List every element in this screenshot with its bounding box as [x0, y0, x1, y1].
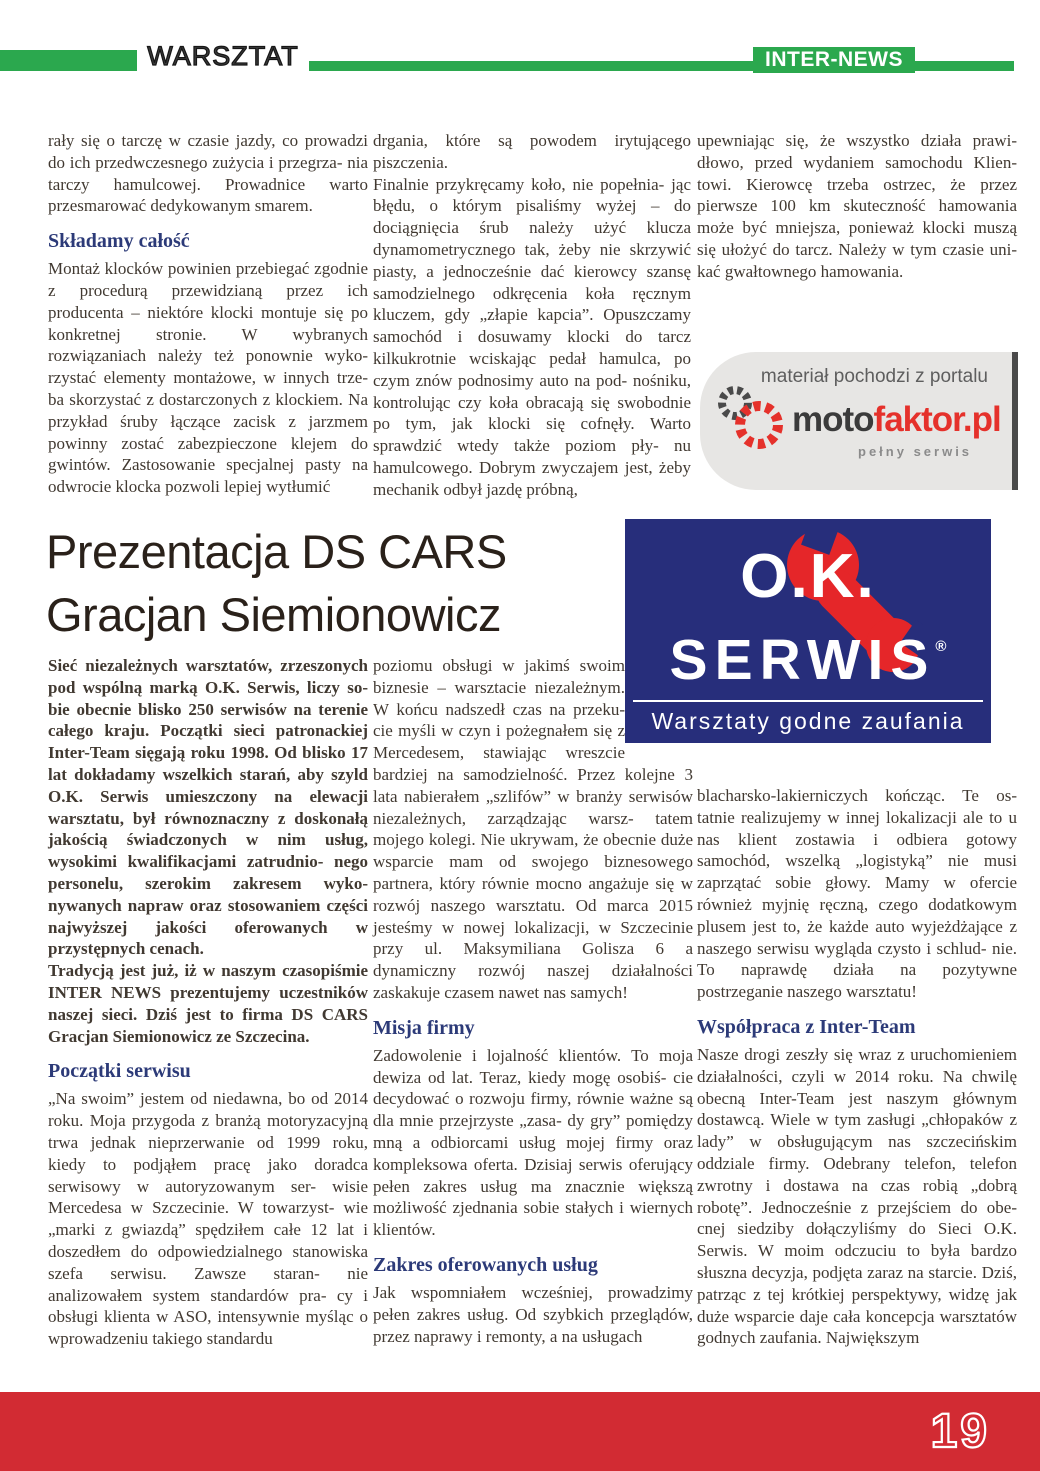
magazine-logo-text: WARSZTAT [147, 41, 299, 71]
top-article-column-1 [48, 130, 368, 498]
paragraph: poziomu obsługi w jakimś swoim biznesie – warsztacie niezależnym. W końcu nadszedł czas na przeku- cie myśli w czyn i pożegnałem się z Mercedesem, stawiając wreszcie bardziej na samodzielność. Przez kolejne 3 lata nabierałem „szlifów” w branży serwisów niezależnych, zarządzając warsz- tatem mojego kolegi. Nie ukrywam, że obecnie duże wsparcie mam od swojego biznesowego partnera, który równie mocno angażuje się w rozwój naszego warsztatu. Od marca 2015 jesteśmy w nowej lokalizacji, w Szczecinie przy ul. Maksymiliana Golisza 6 a dynamiczny rozwój naszej działalności zaskakuje czasem nawet nas samych! [373, 656, 693, 1002]
ok-serwis-name-bottom: SERWIS® [669, 628, 947, 692]
source-banner-caption: materiał pochodzi z portalu [760, 366, 988, 387]
lead-paragraph: Tradycją jest już, iż w naszym czasopiśmie INTER NEWS prezentujemy uczestników naszej sieci. Dziś jest to firma DS CARS Gracjan Siemionowicz ze Szczecina. [48, 961, 368, 1046]
paragraph: „Na swoim” jestem od niedawna, bo od 2014 roku. Moja przygoda z branżą motoryzacyjną trwa jednak nieprzerwanie od 1999 roku, kiedy to podjąłem pracę jako doradca serwisowy w autoryzowanym ser- wisie Mercedesa w Szczecinie. W towarzyst- wie „marki z gwiazdą” spędziłem całe 12 lat i doszedłem do odpowiedzialnego stanowiska szefa serwisu. Zawsze staran- nie analizowałem system standardów pra- cy i obsługi klienta w ASO, intensywnie myśląc o wprowadzeniu takiego standardu [48, 1089, 368, 1349]
article-title-line1: Prezentacja DS CARS [46, 525, 507, 578]
footer-band [0, 1392, 1040, 1471]
article-column-2 [373, 655, 693, 1347]
registered-mark: ® [935, 638, 947, 655]
article-column-1 [48, 655, 368, 1350]
section-heading: Współpraca z Inter-Team [697, 1015, 916, 1038]
gear-icon [730, 396, 788, 454]
article-column-3 [697, 785, 1017, 1349]
section-badge [753, 47, 915, 73]
logo-wrap-spacer [625, 655, 693, 761]
paragraph: drgania, które są powodem irytującego piszczenia. [373, 131, 691, 172]
ok-serwis-name-top: O.K. [740, 542, 876, 611]
header-green-block [0, 50, 137, 71]
ok-serwis-tagline: Warsztaty godne zaufania [651, 708, 965, 734]
paragraph: Jak wspomniałem wcześniej, prowadzimy pełen zakres usług. Od szybkich przeglądów, przez naprawy i remonty, a na usługach [373, 1282, 693, 1346]
top-article-column-2 [373, 130, 691, 501]
section-heading: Misja firmy [373, 1016, 475, 1039]
motofaktor-logo-moto: moto [792, 400, 874, 439]
source-banner [700, 352, 1018, 490]
section-heading: Początki serwisu [48, 1060, 191, 1083]
paragraph: upewniając się, że wszystko działa prawi- dłowo, przed wydaniem samochodu Klien- towi. Kierowcę trzeba ostrzec, że przez pierwsze 100 km skuteczność hamowania może być mniejsza, ponieważ klocki muszą się ułożyć do tarcz. Należy w tym czasie uni- kać gwałtownego hamowania. [697, 131, 1017, 281]
paragraph: Finalnie przykręcamy koło, nie popełnia- jąc błędu, o którym pisaliśmy wyżej – do dociągnięcia śrub należy użyć klucza dynamometrycznego tak, żeby nie skrzywić piasty, a jednocześnie dać kierowcy szansę samodzielnego odkręcenia koła ręcznym kluczem, gdy „złapie kapcia”. Opuszczamy samochód i dosuwamy klocki do tarcz kilkukrotnie wciskając pedał hamulca, po czym znów podnosimy auto na pod- nośniku, kontrolując czy koła obracają się swobodnie po tym, jak klocki się cofnęły. Warto sprawdzić wtedy także poziom pły- nu hamulcowego. Dobrym zwyczajem jest, żeby mechanik odbył jazdę próbną, [373, 174, 691, 499]
paragraph: Zadowolenie i lojalność klientów. To moja dewiza od lat. Teraz, kiedy mogę osobiś- cie decydować o rozwoju firmy, równie ważne są dla mnie przejrzyste „zasa- dy gry” pomiędzy mną a odbiorcami usług mojej firmy oraz kompleksowa oferta. Dzisiaj serwis oferujący pełen zakres usług ma znacznie większą możliwość zjednania sobie stałych i wiernych klientów. [373, 1045, 693, 1240]
paragraph: Nasze drogi zeszły się wraz z uruchomieniem działalności, czyli w 2014 roku. Na chwilę obecną Inter-Team jest naszym głównym dostawcą. Wiele w tym zasługi „chłopaków z lady” w obsługującym nas szczecińskim oddziale firmy. Odebrany telefon, telefon zwrotny i dostawa na czas robią „dobrą robotę”. Jednocześnie z przejściem do obe- cnej siedziby dołączyliśmy do Sieci O.K. Serwis. W moim odczuciu to była bardzo słuszna decyzja, podjęta zaraz na starcie. Dziś, patrząc z tej krótkiej perspektywy, widzę jak duże wsparcie daje cała koncepcja warsztatów godnych zaufania. Największym [697, 1044, 1017, 1348]
paragraph: blacharsko-lakierniczych kończąc. Te os- tatnie realizujemy w innej lokalizacji ale to u nas klient zostawia i odbiera gotowy samochód, wszelką „logistyką” nie musi zaprzątać sobie głowy. Mamy w ofercie również myjnię ręczną, czego dodatkowym plusem jest to, że każde auto wyjeżdżające z naszego serwisu wygląda czysto i schlud- nie. To naprawdę działa na pozytywne postrzeganie naszego warsztatu! [697, 786, 1017, 1002]
paragraph: rały się o tarczę w czasie jazdy, co prowadzi do ich przedwczesnego zużycia i przegrza- nia tarczy hamulcowej. Prowadnice warto przesmarować dedykowanym smarem. [48, 131, 368, 216]
section-badge-text: INTER-NEWS [765, 48, 903, 71]
motofaktor-logo [792, 400, 1001, 440]
section-heading: Składamy całość [48, 230, 190, 253]
page-number: 19 [930, 1405, 990, 1458]
motofaktor-logo-faktor: faktor.pl [873, 400, 1001, 439]
top-article-column-3 [697, 130, 1017, 283]
article-title [46, 520, 507, 646]
lead-paragraph: Sieć niezależnych warsztatów, zrzeszonych pod wspólną marką O.K. Serwis, liczy so- bie obecnie blisko 250 serwisów na terenie całego kraju. Początki sieci patronackiej Inter-Team sięgają roku 1998. Od blisko 17 lat dokładamy wszelkich starań, aby szyld O.K. Serwis umieszczony na elewacji warsztatu, był równoznaczny z doskonałą jakością świadczonych w nim usług, wysokimi kwalifikacjami zatrudnio- nego personelu, szerokim zakresem wyko- nywanych napraw oraz stosowaniem części najwyższej jakości oferowanych w przystępnych cenach. [48, 656, 368, 959]
magazine-logo [137, 40, 309, 73]
article-title-line2: Gracjan Siemionowicz [46, 588, 501, 641]
section-heading: Zakres oferowanych usług [373, 1253, 598, 1276]
paragraph: Montaż klocków powinien przebiegać zgodnie z procedurą przewidzianą przez ich producenta – niektóre klocki montuje się po konkretnej stronie. W wybranych rozwiązaniach należy też ponownie wyko- rzystać elementy montażowe, w innych trze- ba skorzystać z dostarczonych z klockiem. Na przykład śruby łączące zacisk z jarzmem powinny zostać zabezpieczone klejem do gwintów. Zastosowanie specjalnej pasty na odwrocie klocka pozwoli lepiej wytłumić [48, 259, 368, 497]
motofaktor-tagline: pełny serwis [858, 444, 973, 459]
